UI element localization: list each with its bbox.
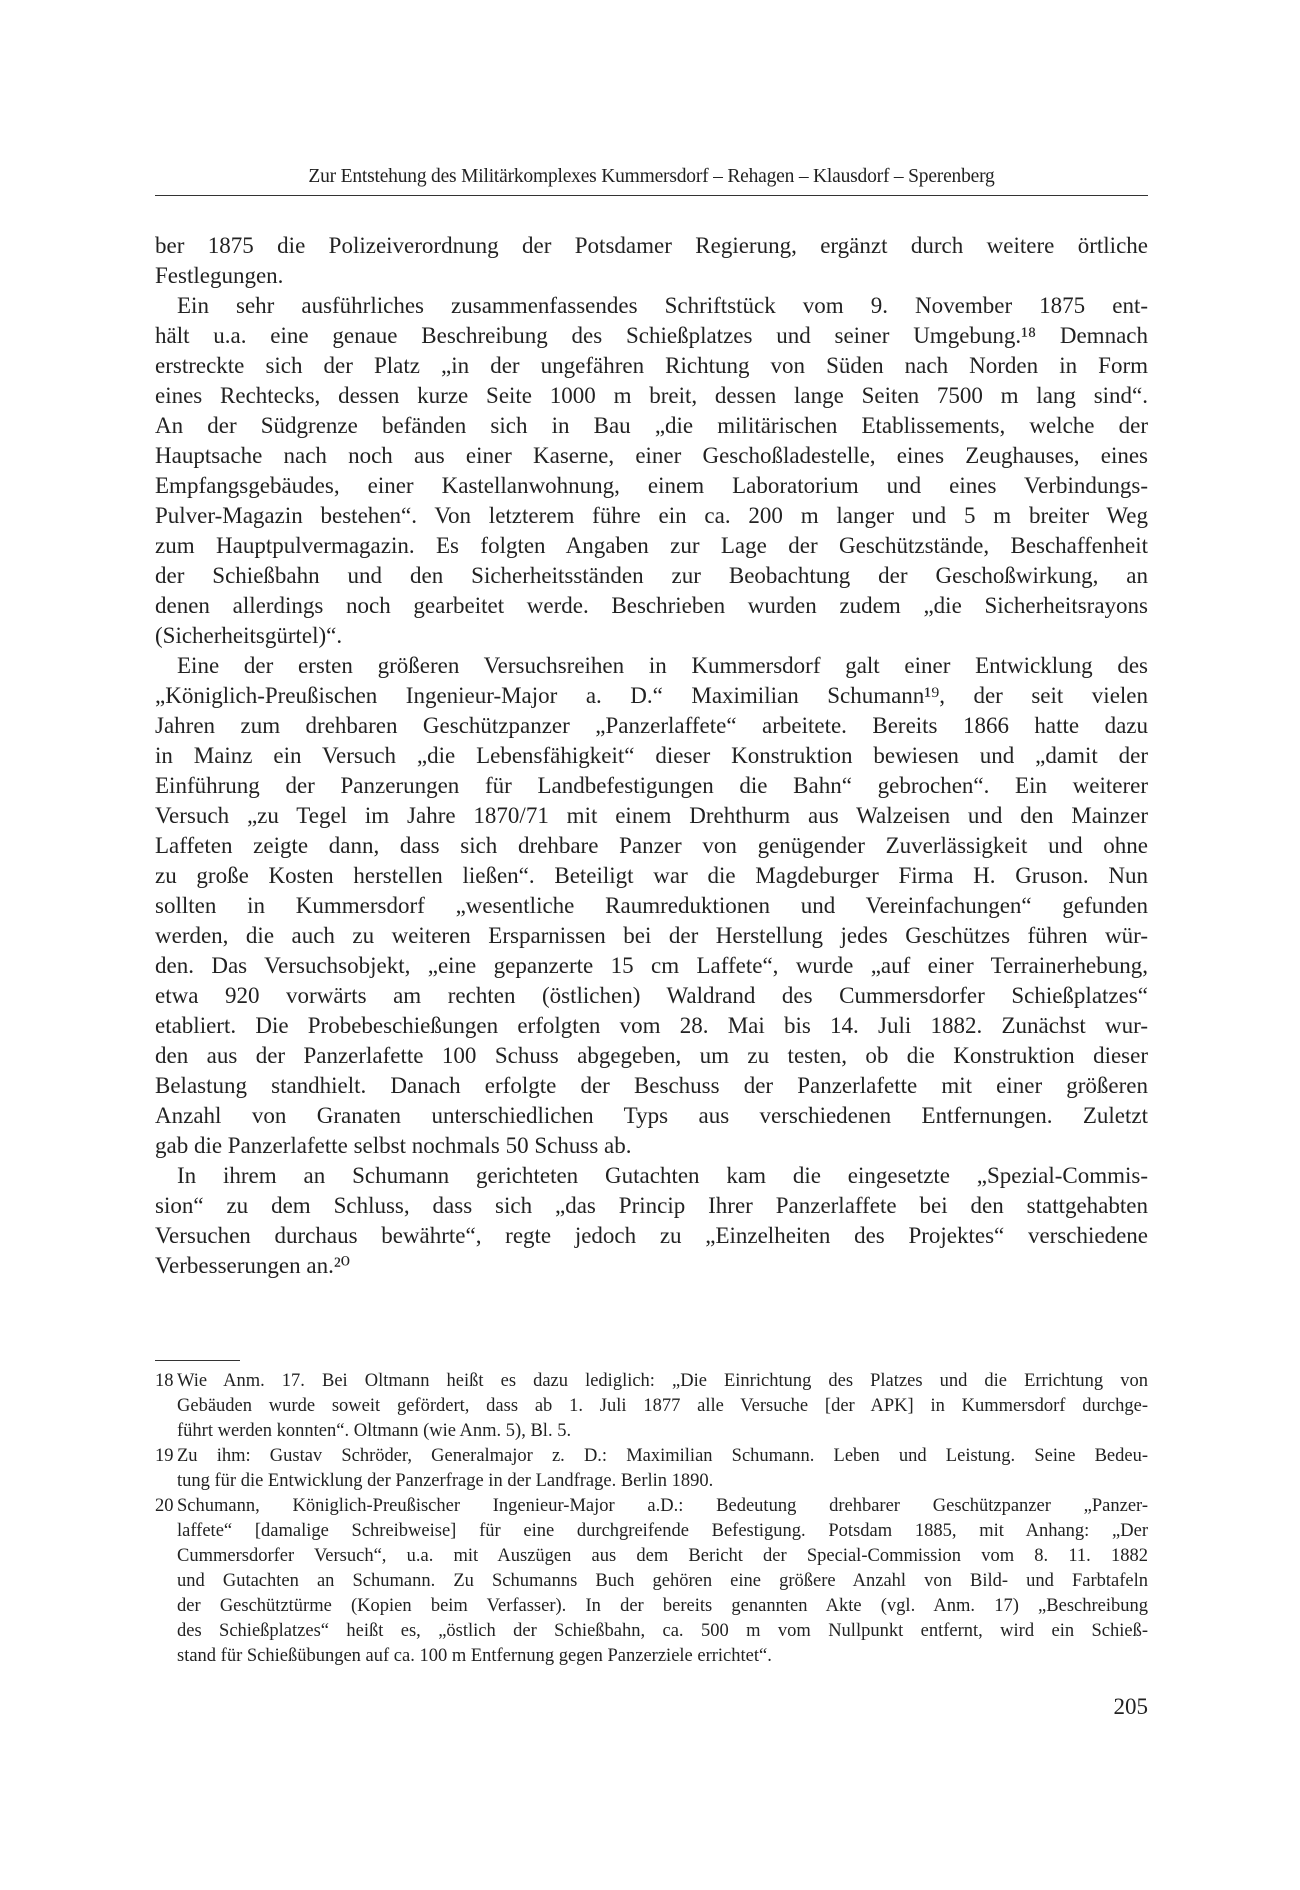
text-line: hält u.a. eine genaue Beschreibung des Schießplatzes und seiner Umgebung.¹⁸ Demnach: [155, 323, 1148, 348]
footnote: [155, 1369, 1148, 1444]
text-line: Versuch „zu Tegel im Jahre 1870/71 mit einem Drehthurm aus Walzeisen und den Mainzer: [155, 803, 1148, 828]
text-line: sollten in Kummersdorf „wesentliche Raumreduktionen und Vereinfachungen“ gefunden: [155, 893, 1148, 918]
text-line: werden, die auch zu weiteren Ersparnissen bei der Herstellung jedes Geschützes führen wür-: [155, 923, 1148, 948]
text-line: Empfangsgebäudes, einer Kastellanwohnung, einem Laboratorium und eines Verbindungs-: [155, 473, 1148, 498]
text-line: Anzahl von Granaten unterschiedlichen Typs aus verschiedenen Entfernungen. Zuletzt: [155, 1103, 1148, 1128]
text-line: Versuchen durchaus bewährte“, regte jedoch zu „Einzelheiten des Projektes“ verschiedene: [155, 1223, 1148, 1248]
text-line: Verbesserungen an.²⁰: [155, 1253, 350, 1278]
text-line: Jahren zum drehbaren Geschützpanzer „Panzerlaffete“ arbeitete. Bereits 1866 hatte dazu: [155, 713, 1148, 738]
text-line: Einführung der Panzerungen für Landbefestigungen die Bahn“ gebrochen“. Ein weiterer: [155, 773, 1148, 798]
text-line: etwa 920 vorwärts am rechten (östlichen) Waldrand des Cummersdorfer Schießplatzes“: [155, 983, 1148, 1008]
body-text: [155, 231, 1148, 1281]
footnote-line: Zu ihm: Gustav Schröder, Generalmajor z. D.: Maximilian Schumann. Leben und Leistung. Seine Bedeu-: [177, 1446, 1148, 1466]
text-line: sion“ zu dem Schluss, dass sich „das Princip Ihrer Panzerlaffete bei den stattgehabten: [155, 1193, 1148, 1218]
footnote-line: führt werden konnten“. Oltmann (wie Anm. 5), Bl. 5.: [177, 1421, 572, 1441]
text-line: der Schießbahn und den Sicherheitsständen zur Beobachtung der Geschoßwirkung, an: [155, 563, 1148, 588]
text-line: Belastung standhielt. Danach erfolgte der Beschuss der Panzerlafette mit einer größeren: [155, 1073, 1148, 1098]
footnote-line: und Gutachten an Schumann. Zu Schumanns Buch gehören eine größere Anzahl von Bild- und Farbtafeln: [177, 1571, 1148, 1591]
text-line: eines Rechtecks, dessen kurze Seite 1000 m breit, dessen lange Seiten 7500 m lang sind“.: [155, 383, 1148, 408]
footnote-number: 18: [155, 1371, 174, 1391]
footnotes: [155, 1369, 1148, 1669]
paragraph: [155, 651, 1148, 1161]
footnote-line: stand für Schießübungen auf ca. 100 m Entfernung gegen Panzerziele errichtet“.: [177, 1646, 772, 1666]
footnote-line: der Geschütztürme (Kopien beim Verfasser). In der bereits genannten Akte (vgl. Anm. 17) „Beschreibung: [177, 1596, 1148, 1616]
text-line: Ein sehr ausführliches zusammenfassendes Schriftstück vom 9. November 1875 ent-: [177, 293, 1148, 318]
paragraph: [155, 1161, 1148, 1281]
text-line: in Mainz ein Versuch „die Lebensfähigkeit“ dieser Konstruktion bewiesen und „damit der: [155, 743, 1148, 768]
footnote-number: 20: [155, 1496, 174, 1516]
footnote-line: Gebäuden wurde soweit gefördert, dass ab 1. Juli 1877 alle Versuche [der APK] in Kummersdorf durchge-: [177, 1396, 1148, 1416]
footnote-line: des Schießplatzes“ heißt es, „östlich der Schießbahn, ca. 500 m vom Nullpunkt entfernt, wird ein Schieß-: [177, 1621, 1148, 1641]
text-line: gab die Panzerlafette selbst nochmals 50 Schuss ab.: [155, 1133, 632, 1158]
footnote-line: tung für die Entwicklung der Panzerfrage in der Landfrage. Berlin 1890.: [177, 1471, 714, 1491]
page-number: 205: [1113, 1694, 1148, 1719]
footnote: [155, 1444, 1148, 1494]
text-line: ber 1875 die Polizeiverordnung der Potsdamer Regierung, ergänzt durch weitere örtliche: [155, 233, 1148, 258]
text-line: erstreckte sich der Platz „in der ungefähren Richtung von Süden nach Norden in Form: [155, 353, 1148, 378]
footnote-line: Cummersdorfer Versuch“, u.a. mit Auszügen aus dem Bericht der Special-Commission vom 8. 11. 1882: [177, 1546, 1148, 1566]
text-line: Laffeten zeigte dann, dass sich drehbare Panzer von genügender Zuverlässigkeit und ohne: [155, 833, 1148, 858]
footnote-line: Wie Anm. 17. Bei Oltmann heißt es dazu lediglich: „Die Einrichtung des Platzes und die Errichtung von: [177, 1371, 1148, 1391]
running-head: Zur Entstehung des Militärkomplexes Kummersdorf – Rehagen – Klausdorf – Sperenberg: [308, 166, 995, 187]
paragraph: [155, 291, 1148, 651]
text-line: den. Das Versuchsobjekt, „eine gepanzerte 15 cm Laffete“, wurde „auf einer Terrainerhebung,: [155, 953, 1148, 978]
text-line: den aus der Panzerlafette 100 Schuss abgegeben, um zu testen, ob die Konstruktion dieser: [155, 1043, 1148, 1068]
text-line: etabliert. Die Probebeschießungen erfolgten vom 28. Mai bis 14. Juli 1882. Zunächst wur-: [155, 1013, 1148, 1038]
footnote-number: 19: [155, 1446, 174, 1466]
text-line: Pulver-Magazin bestehen“. Von letzterem führe ein ca. 200 m langer und 5 m breiter Weg: [155, 503, 1148, 528]
text-line: zum Hauptpulvermagazin. Es folgten Angaben zur Lage der Geschützstände, Beschaffenheit: [155, 533, 1148, 558]
footnote-rule: [155, 1360, 240, 1361]
footnote-line: Schumann, Königlich-Preußischer Ingenieur-Major a.D.: Bedeutung drehbarer Geschützpanzer „Panzer-: [177, 1496, 1148, 1516]
footnote-line: laffete“ [damalige Schreibweise] für eine durchgreifende Befestigung. Potsdam 1885, mit Anhang: „Der: [177, 1521, 1148, 1541]
text-line: „Königlich-Preußischen Ingenieur-Major a. D.“ Maximilian Schumann¹⁹, der seit vielen: [155, 683, 1148, 708]
text-line: Eine der ersten größeren Versuchsreihen in Kummersdorf galt einer Entwicklung des: [177, 653, 1148, 678]
header-rule: [155, 195, 1148, 196]
text-line: zu große Kosten herstellen ließen“. Beteiligt war die Magdeburger Firma H. Gruson. Nun: [155, 863, 1148, 888]
text-line: Hauptsache nach noch aus einer Kaserne, einer Geschoßladestelle, eines Zeughauses, eines: [155, 443, 1148, 468]
text-line: (Sicherheitsgürtel)“.: [155, 623, 343, 648]
text-line: Festlegungen.: [155, 263, 284, 288]
text-line: An der Südgrenze befänden sich in Bau „die militärischen Etablissements, welche der: [155, 413, 1148, 438]
paragraph: [155, 231, 1148, 291]
footnote: [155, 1494, 1148, 1669]
text-line: denen allerdings noch gearbeitet werde. Beschrieben wurden zudem „die Sicherheitsrayons: [155, 593, 1148, 618]
text-line: In ihrem an Schumann gerichteten Gutachten kam die eingesetzte „Spezial-Commis-: [177, 1163, 1148, 1188]
